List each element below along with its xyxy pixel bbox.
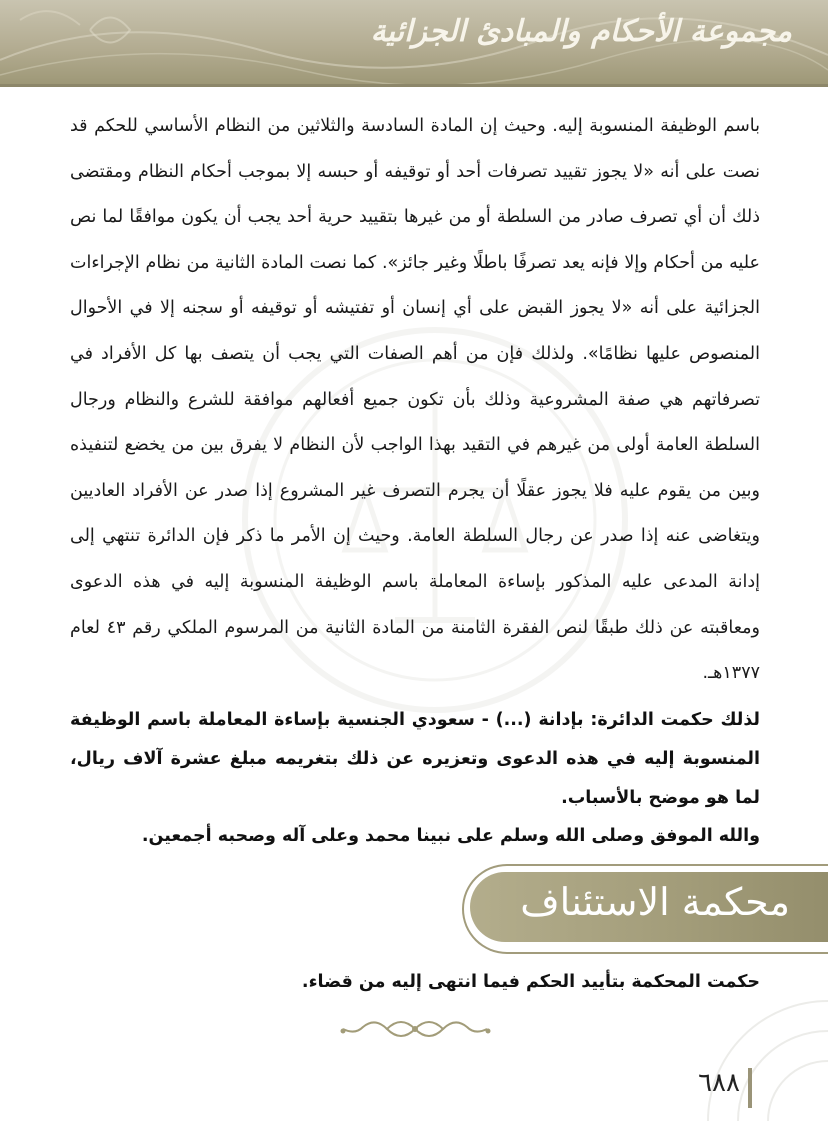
page-header bbox=[0, 0, 828, 84]
judgment-body bbox=[70, 104, 760, 854]
appeal-court-banner bbox=[470, 872, 828, 942]
judgment-reasoning-paragraph: باسم الوظيفة المنسوبة إليه. وحيث إن المادة السادسة والثلاثين من النظام الأساسي للحكم قد نصت على أنه «لا يجوز تقييد تصرفات أحد أو توقيفه أو حبسه إلا بموجب أحكام النظام ومقتضى ذلك أن أي تصرف صادر من السلطة أو من غيرها بتقييد حرية أحد يجب أن يكون موافقًا لما نص عليه من أحكام وإلا فإنه يعد تصرفًا باطلًا وغير جائز». كما نصت المادة الثانية من نظام الإجراءات الجزائية على أنه «لا يجوز القبض على أي إنسان أو تفتيشه أو توقيفه أو سجنه إلا في الأحوال المنصوص عليها نظامًا». ولذلك فإن من أهم الصفات التي يجب أن يتصف بها كل الأفراد في تصرفاتهم هي صفة المشروعية وذلك بأن تكون جميع أفعالهم موافقة للشرع والنظام ورجال السلطة العامة أولى من غيرهم في التقيد بهذا الواجب لأن النظام لا يفرق بين من يخضع لتنفيذه وبين من يقوم عليه فلا يجوز عقلًا أن يجرم التصرف غير المشروع إذا صدر عن الأفراد العاديين ويتغاضى عنه إذا صدر عن رجال السلطة العامة. وحيث إن الأمر ما ذكر فإن الدائرة تنتهي إلى إدانة المدعى عليه المذكور بإساءة المعاملة باسم الوظيفة المنسوبة إليه في هذه الدعوى ومعاقبته عن ذلك طبقًا لنص الفقرة الثامنة من المادة الثانية من المرسوم الملكي رقم ٤٣ لعام ١٣٧٧هـ. bbox=[70, 116, 760, 684]
appeal-ruling-text: حكمت المحكمة بتأييد الحكم فيما انتهى إليه من قضاء. bbox=[301, 972, 760, 992]
divider-ornament-icon bbox=[338, 1010, 493, 1048]
appeal-banner-title: محكمة الاستئناف bbox=[520, 880, 790, 924]
closing-line: والله الموفق وصلى الله وسلم على نبينا محمد وعلى آله وصحبه أجمعين. bbox=[141, 825, 760, 846]
page-number: ٦٨٨ bbox=[660, 1068, 752, 1108]
header-title: مجموعة الأحكام والمبادئ الجزائية bbox=[370, 14, 792, 49]
verdict-paragraph: لذلك حكمت الدائرة: بإدانة (...) - سعودي الجنسية بإساءة المعاملة باسم الوظيفة المنسوبة إليه في هذه الدعوى وتعزيره عن ذلك بتغريمه مبلغ عشرة آلاف ريال، لما هو موضح بالأسباب. bbox=[70, 709, 760, 808]
header-divider bbox=[0, 84, 828, 87]
